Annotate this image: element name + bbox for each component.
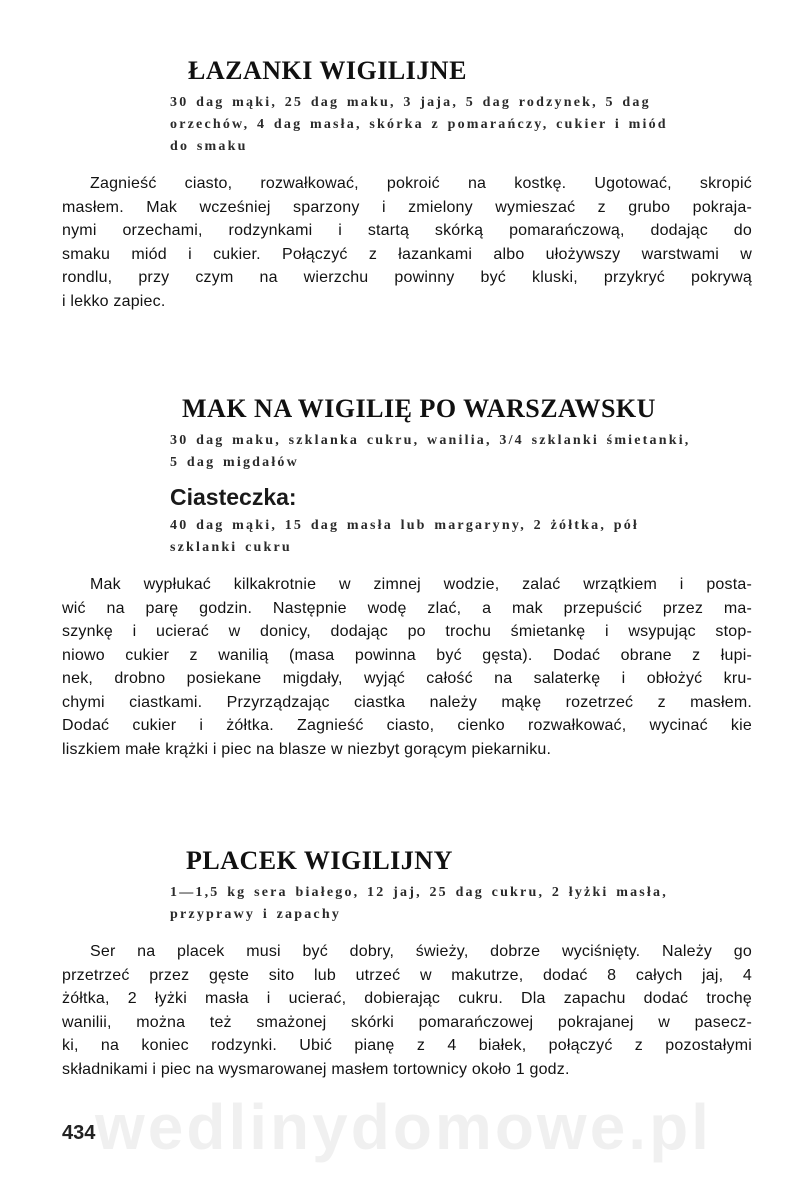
recipe-placek-wigilijny (62, 846, 752, 1081)
ingredients-line: 30 dag mąki, 25 dag maku, 3 jaja, 5 dag rodzynek, 5 dag (170, 95, 651, 110)
watermark: wedlinydomowe.pl (95, 1091, 712, 1163)
instruction-line: przetrzeć przez gęste sito lub utrzeć w makutrze, dodać 8 całych jaj, 4 (62, 966, 752, 984)
instruction-line: chymi ciastkami. Przyrządzając ciastka należy mąkę rozetrzeć z masłem. (62, 693, 752, 711)
page-number: 434 (62, 1122, 96, 1144)
ingredients-list (62, 882, 752, 926)
recipe-mak-na-wigilie (62, 394, 752, 761)
instruction-line: liszkiem małe krążki i piec na blasze w niezbyt gorącym piekarniku. (62, 740, 552, 758)
instruction-line: Ser na placek musi być dobry, świeży, dobrze wyciśnięty. Należy go (90, 943, 752, 960)
ingredients-line: orzechów, 4 dag masła, skórka z pomarańczy, cukier i miód (170, 117, 668, 132)
instruction-line: rondlu, przy czym na wierzchu powinny być kluski, przykryć pokrywą (62, 269, 752, 286)
recipe-instructions (62, 573, 752, 761)
recipe-title: ŁAZANKI WIGILIJNE (188, 56, 467, 85)
ingredients-line: do smaku (170, 139, 248, 154)
subsection-title: Ciasteczka: (170, 484, 297, 510)
instruction-line: smaku miód i cukier. Połączyć z łazankami albo ułożywszy warstwami w (62, 245, 752, 263)
instruction-line: Dodać cukier i żółtka. Zagnieść ciasto, cienko rozwałkować, wycinać kie (62, 717, 752, 734)
ingredients-line: szklanki cukru (170, 540, 292, 555)
recipe-title: PLACEK WIGILIJNY (186, 846, 453, 875)
instruction-line: składnikami i piec na wysmarowanej masłem tortownicy około 1 godz. (62, 1060, 570, 1078)
instruction-line: i lekko zapiec. (62, 292, 166, 310)
instruction-line: ki, na koniec rodzynki. Ubić pianę z 4 białek, połączyć z pozostałymi (62, 1037, 752, 1054)
ingredients-list (62, 92, 752, 158)
instruction-line: szynkę i ucierać w donicy, dodając po trochu śmietankę i wsypując stop- (62, 623, 752, 640)
recipe-instructions (62, 172, 752, 313)
instruction-line: nymi orzechami, rodzynkami i startą skórką pomarańczową, dodając do (62, 222, 752, 239)
instruction-line: masłem. Mak wcześniej sparzony i zmielony wymieszać z grubo pokraja- (62, 198, 752, 216)
subsection-ciasteczka (62, 484, 752, 559)
ingredients-list (62, 430, 752, 474)
instruction-line: Mak wypłukać kilkakrotnie w zimnej wodzie, zalać wrzątkiem i posta- (90, 576, 752, 593)
instruction-line: żółtka, 2 łyżki masła i ucierać, dobierając cukru. Dla zapachu dodać trochę (62, 990, 752, 1007)
instruction-line: wanilii, można też smażonej skórki pomarańczowej pokrajanej w pasecz- (62, 1013, 752, 1031)
ingredients-line: 1—1,5 kg sera białego, 12 jaj, 25 dag cukru, 2 łyżki masła, (170, 885, 668, 900)
recipe-title: MAK NA WIGILIĘ PO WARSZAWSKU (182, 394, 656, 423)
instruction-line: Zagnieść ciasto, rozwałkować, pokroić na kostkę. Ugotować, skropić (90, 175, 752, 192)
instruction-line: niowo cukier z wanilią (masa powinna być gęsta). Dodać obrane z łupi- (62, 646, 752, 664)
instruction-line: wić na parę godzin. Następnie wodę zlać, a mak przepuścić przez ma- (62, 599, 752, 617)
ingredients-line: 30 dag maku, szklanka cukru, wanilia, 3/4 szklanki śmietanki, (170, 433, 691, 448)
instruction-line: nek, drobno posiekane migdały, wyjąć całość na salaterkę i obłożyć kru- (62, 670, 752, 687)
ingredients-line: 40 dag mąki, 15 dag masła lub margaryny, 2 żółtka, pół (170, 518, 640, 533)
recipe-instructions (62, 940, 752, 1081)
ingredients-line: przyprawy i zapachy (170, 907, 342, 922)
recipe-lazanki-wigilijne (62, 56, 752, 313)
ingredients-line: 5 dag migdałów (170, 455, 299, 470)
